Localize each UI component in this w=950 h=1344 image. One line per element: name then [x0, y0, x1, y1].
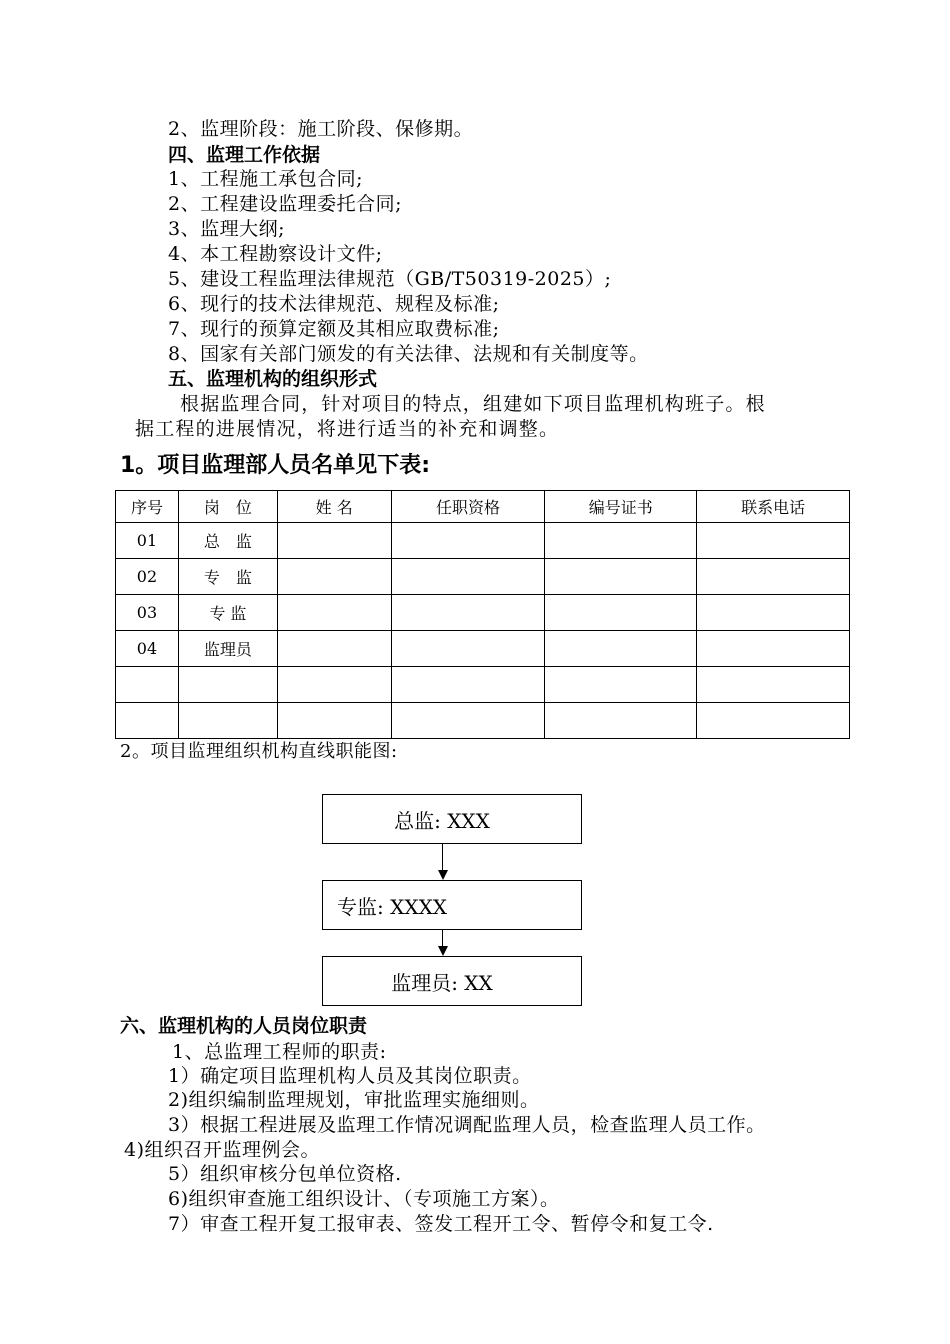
org-box-specialist: [322, 880, 582, 930]
arrow-down-icon: [438, 946, 448, 956]
table-cell: [697, 667, 850, 703]
table-cell: 04: [116, 631, 179, 667]
table-cell: 专 监: [178, 595, 277, 631]
table-cell: [277, 595, 391, 631]
table-cell: [391, 703, 545, 739]
table-cell: [391, 667, 545, 703]
table-cell: [277, 559, 391, 595]
table-row: [116, 667, 850, 703]
duty-line: 1）确定项目监理机构人员及其岗位职责。: [168, 1065, 532, 1087]
org-box-chief: [322, 794, 582, 844]
duty-line: 5）组织审核分包单位资格.: [168, 1163, 402, 1185]
table-row: [116, 595, 850, 631]
table-row: [116, 631, 850, 667]
column-header: 联系电话: [697, 491, 850, 523]
basis-item: 3、监理大纲;: [168, 218, 285, 240]
table-cell: [391, 523, 545, 559]
basis-item: 2、工程建设监理委托合同;: [168, 193, 402, 215]
table-cell: [697, 631, 850, 667]
table-row: [116, 523, 850, 559]
table-cell: [545, 559, 697, 595]
org-box-chief-label: 总监: XXX: [394, 808, 490, 833]
table-cell: [391, 595, 545, 631]
org-box-inspector: [322, 956, 582, 1006]
table-cell: [545, 523, 697, 559]
table-cell: [391, 559, 545, 595]
org-box-specialist-label: 专监: XXXX: [337, 894, 448, 919]
basis-item: 5、建设工程监理法律规范（GB/T50319-2025）;: [168, 268, 612, 290]
section4-heading: 四、监理工作依据: [168, 144, 321, 166]
duty-line: 3）根据工程进展及监理工作情况调配监理人员，检查监理人员工作。: [168, 1114, 766, 1136]
duty-line: 1、总监理工程师的职责:: [172, 1041, 387, 1063]
basis-item: 7、现行的预算定额及其相应取费标准;: [168, 318, 500, 340]
table-cell: [697, 595, 850, 631]
table-cell: [697, 559, 850, 595]
table-row: [116, 559, 850, 595]
table-header-row: [116, 491, 850, 523]
org-paragraph-line1: 根据监理合同，针对项目的特点，组建如下项目监理机构班子。根: [180, 393, 766, 415]
table-cell: [697, 703, 850, 739]
table-cell: [545, 703, 697, 739]
table-cell: [277, 703, 391, 739]
table-cell: [178, 703, 277, 739]
table-cell: 02: [116, 559, 179, 595]
table-cell: 专 监: [178, 559, 277, 595]
org-paragraph-line2: 据工程的进展情况，将进行适当的补充和调整。: [135, 418, 560, 440]
org-chart-heading: 2。项目监理组织机构直线职能图:: [120, 741, 398, 762]
table-cell: [391, 631, 545, 667]
arrow-down-icon: [438, 870, 448, 880]
duty-line: 4)组织召开监理例会。: [124, 1139, 321, 1161]
connector-line: [442, 930, 443, 947]
basis-item: 6、现行的技术法律规范、规程及标准;: [168, 293, 500, 315]
basis-item: 8、国家有关部门颁发的有关法律、法规和有关制度等。: [168, 343, 649, 365]
basis-item: 4、本工程勘察设计文件;: [168, 243, 383, 265]
table-cell: 监理员: [178, 631, 277, 667]
duty-line: 6)组织审查施工组织设计、（专项施工方案）。: [168, 1188, 560, 1210]
table-cell: [116, 703, 179, 739]
table-row: [116, 703, 850, 739]
table-cell: 01: [116, 523, 179, 559]
column-header: 序号: [116, 491, 179, 523]
table-cell: [545, 667, 697, 703]
table-cell: [277, 667, 391, 703]
org-box-inspector-label: 监理员: XX: [391, 970, 493, 995]
table-cell: 03: [116, 595, 179, 631]
table-cell: [277, 523, 391, 559]
table-cell: [277, 631, 391, 667]
duty-line: 2)组织编制监理规划，审批监理实施细则。: [168, 1089, 540, 1111]
column-header: 岗 位: [178, 491, 277, 523]
column-header: 编号证书: [545, 491, 697, 523]
duty-line: 7）审查工程开复工报审表、签发工程开工令、暂停令和复工令.: [168, 1213, 714, 1235]
section6-heading: 六、监理机构的人员岗位职责: [120, 1015, 368, 1037]
table-cell: [545, 595, 697, 631]
connector-line: [442, 844, 443, 871]
table-cell: 总 监: [178, 523, 277, 559]
table-cell: [545, 631, 697, 667]
basis-item: 1、工程施工承包合同;: [168, 168, 363, 190]
column-header: 任职资格: [391, 491, 545, 523]
column-header: 姓 名: [277, 491, 391, 523]
stage-line: 2、监理阶段：施工阶段、保修期。: [168, 118, 474, 140]
table-cell: [178, 667, 277, 703]
section5-heading: 五、监理机构的组织形式: [168, 368, 378, 390]
staff-table: [115, 490, 850, 739]
table-cell: [697, 523, 850, 559]
staff-list-heading: 1。项目监理部人员名单见下表:: [120, 453, 431, 478]
table-cell: [116, 667, 179, 703]
